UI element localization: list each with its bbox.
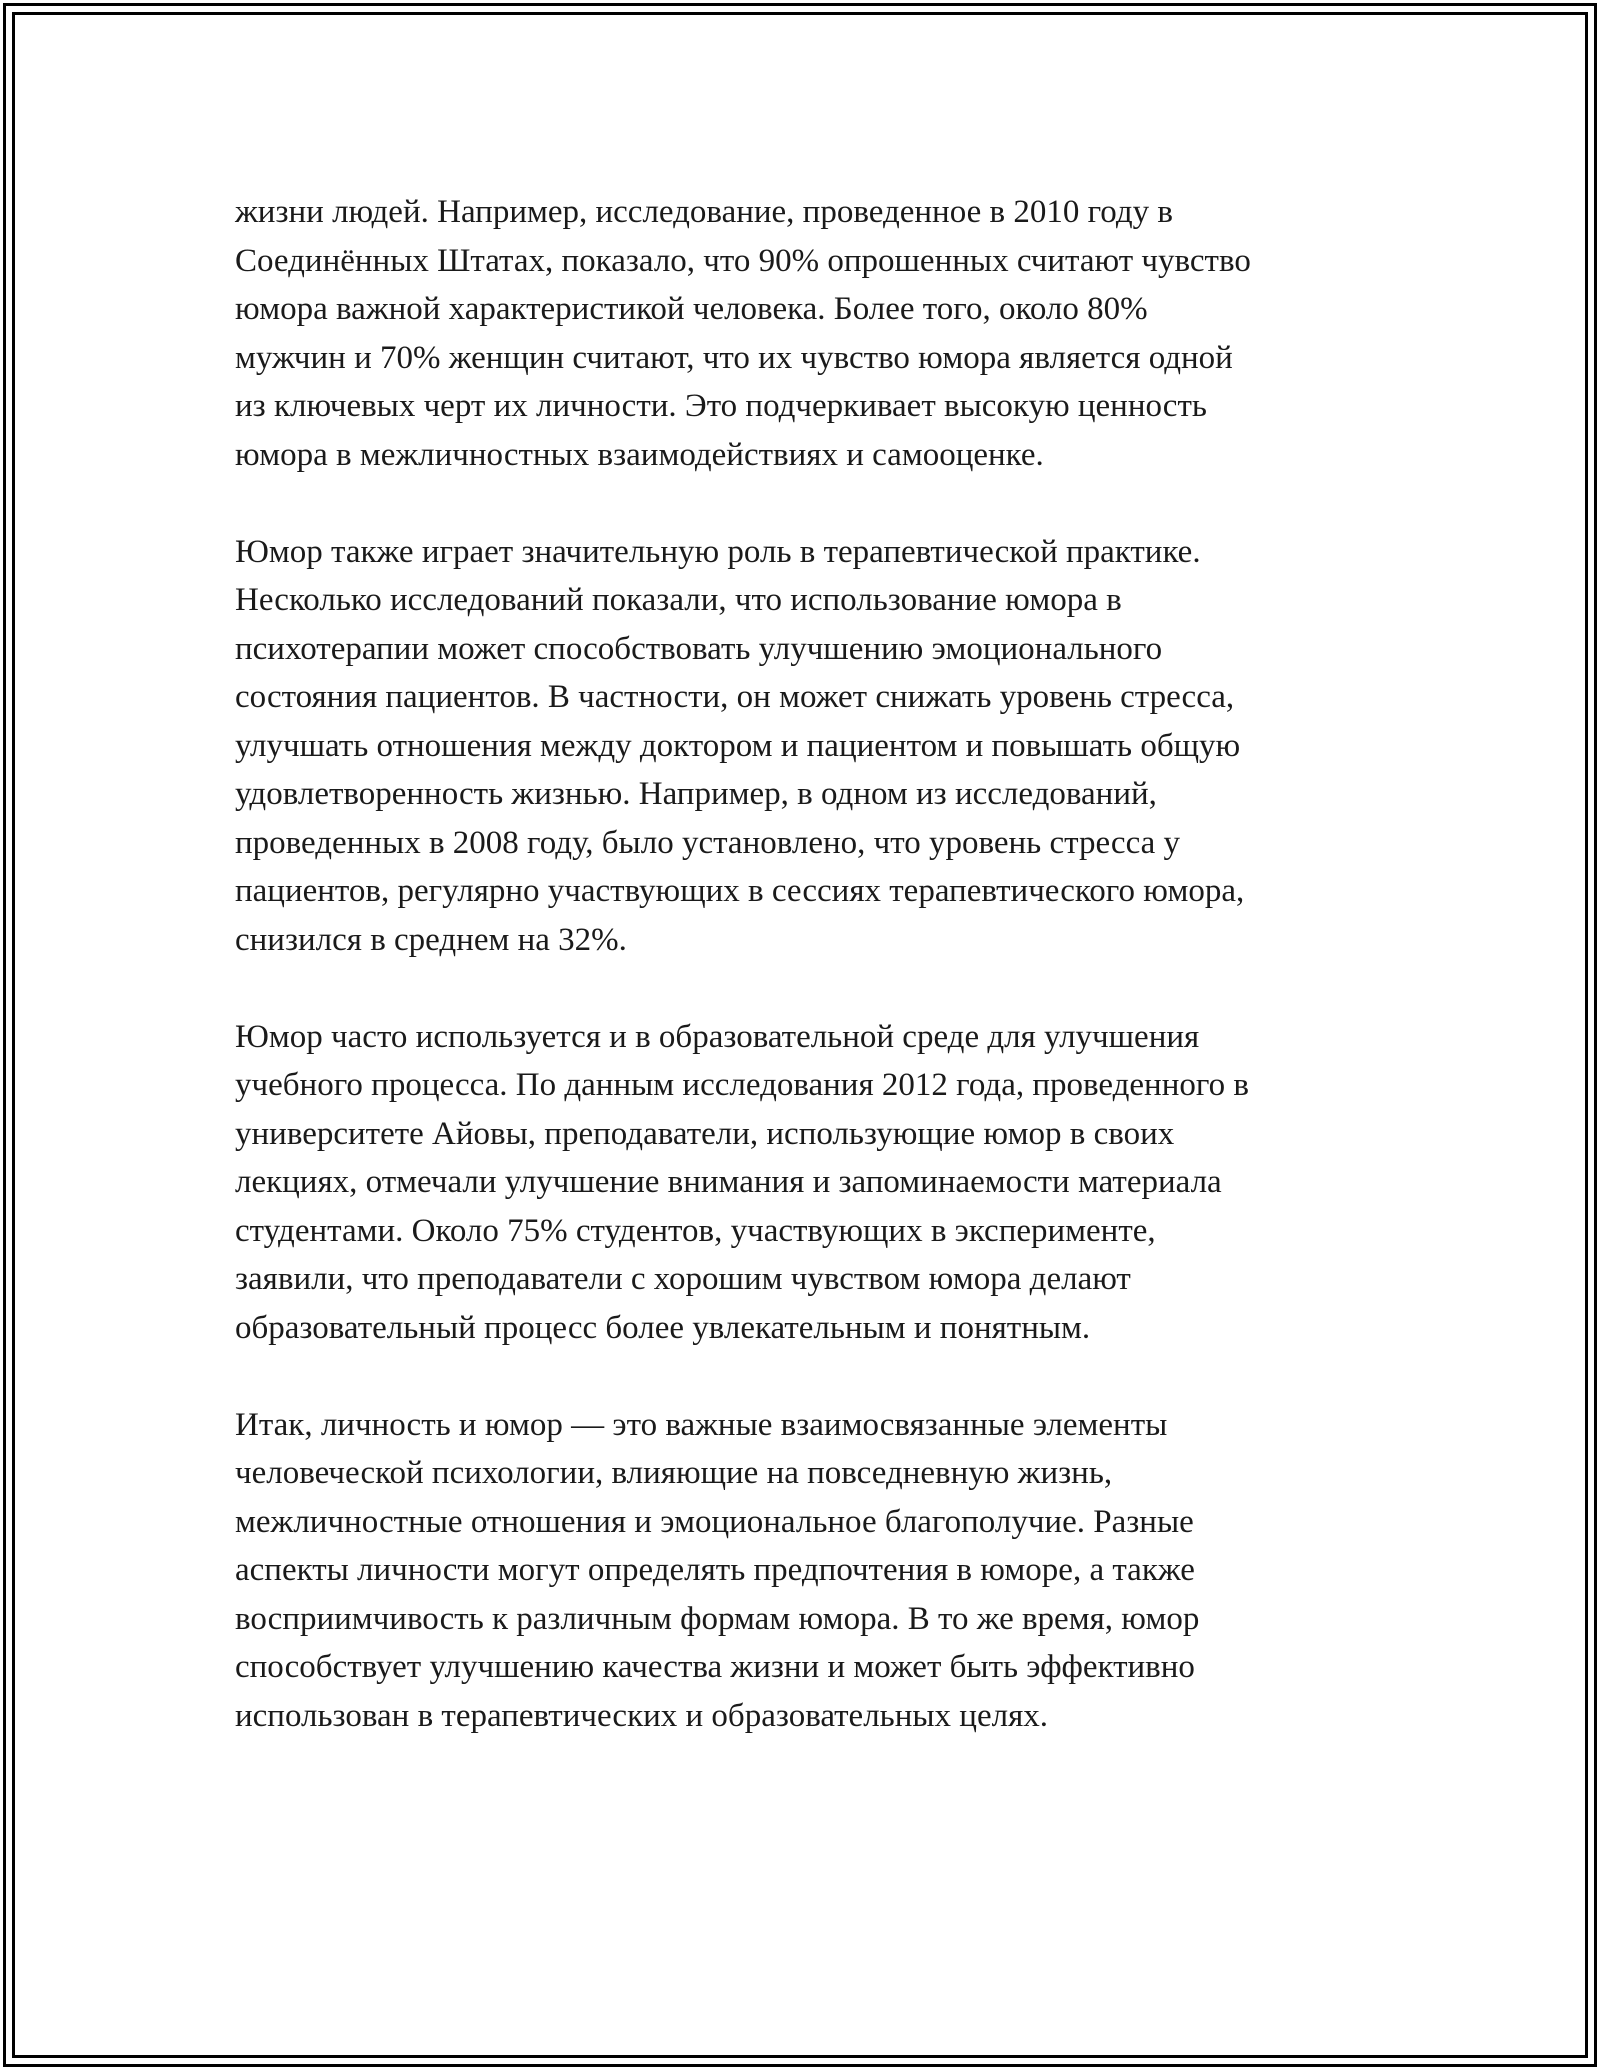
text-line: психотерапии может способствовать улучшению эмоционального <box>235 630 1163 667</box>
text-line: образовательный процесс более увлекательным и понятным. <box>235 1309 1091 1346</box>
text-line: аспекты личности могут определять предпочтения в юморе, а также <box>235 1552 1195 1588</box>
text-line: Юмор часто используется и в образовательной среде для улучшения <box>235 1018 1200 1055</box>
text-line: состояния пациентов. В частности, он может снижать уровень стресса, <box>235 679 1235 715</box>
text-line: учебного процесса. По данным исследования 2012 года, проведенного в <box>235 1067 1249 1103</box>
paragraph-3 <box>235 1013 1395 1353</box>
text-line: жизни людей. Например, исследование, проведенное в 2010 году в <box>235 194 1173 230</box>
text-line: студентами. Около 75% студентов, участвующих в эксперименте, <box>235 1212 1156 1249</box>
text-line: мужчин и 70% женщин считают, что их чувство юмора является одной <box>235 339 1233 376</box>
text-line: университете Айовы, преподаватели, использующие юмор в своих <box>235 1115 1175 1152</box>
text-line: способствует улучшению качества жизни и может быть эффективно <box>235 1649 1195 1685</box>
text-line: лекциях, отмечали улучшение внимания и запоминаемости материала <box>235 1164 1222 1200</box>
text-line: Несколько исследований показали, что использование юмора в <box>235 582 1122 618</box>
text-line: юмора в межличностных взаимодействиях и самооценке. <box>235 436 1044 473</box>
paragraph-1 <box>235 188 1395 479</box>
text-line: заявили, что преподаватели с хорошим чувством юмора делают <box>235 1261 1131 1297</box>
text-line: улучшать отношения между доктором и пациентом и повышать общую <box>235 727 1241 764</box>
text-line: использован в терапевтических и образовательных целях. <box>235 1697 1049 1734</box>
text-line: удовлетворенность жизнью. Например, в одном из исследований, <box>235 776 1157 812</box>
document-body <box>235 188 1395 1789</box>
paragraph-4 <box>235 1401 1395 1741</box>
text-line: юмора важной характеристикой человека. Более того, около 80% <box>235 291 1148 327</box>
text-line: межличностные отношения и эмоциональное благополучие. Разные <box>235 1503 1194 1540</box>
text-line: Итак, личность и юмор — это важные взаимосвязанные элементы <box>235 1406 1168 1443</box>
text-line: Соединённых Штатах, показало, что 90% опрошенных считают чувство <box>235 242 1251 279</box>
text-line: человеческой психологии, влияющие на повседневную жизнь, <box>235 1455 1113 1491</box>
text-line: проведенных в 2008 году, было установлено, что уровень стресса у <box>235 824 1181 861</box>
text-line: из ключевых черт их личности. Это подчеркивает высокую ценность <box>235 388 1207 424</box>
text-line: снизился в среднем на 32%. <box>235 921 627 958</box>
text-line: восприимчивость к различным формам юмора. В то же время, юмор <box>235 1600 1200 1637</box>
text-line: пациентов, регулярно участвующих в сессиях терапевтического юмора, <box>235 873 1245 909</box>
text-line: Юмор также играет значительную роль в терапевтической практике. <box>235 533 1201 570</box>
paragraph-2 <box>235 528 1395 965</box>
